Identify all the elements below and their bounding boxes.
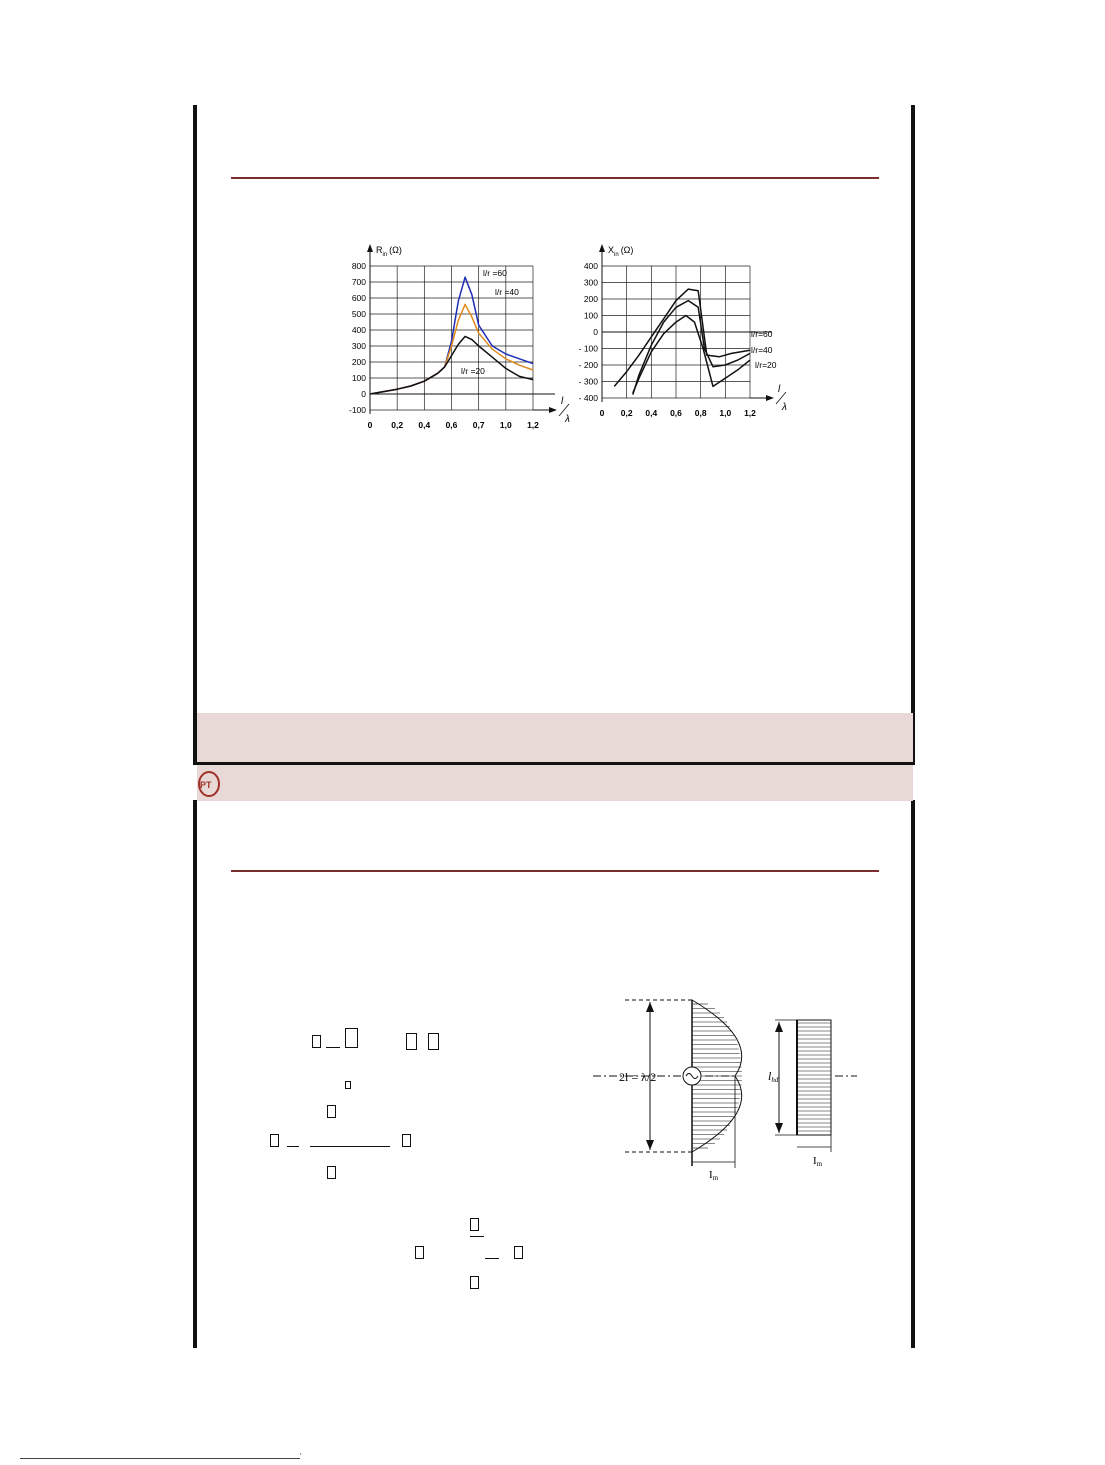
y-tick-label: 300 <box>583 277 598 288</box>
x-tick-label: 0 <box>599 408 605 418</box>
dipole-current-diagram <box>585 990 865 1190</box>
x-tick-label: 0,6 <box>670 408 682 418</box>
y-tick-label: 500 <box>351 309 366 319</box>
y-tick-label: 300 <box>351 341 366 351</box>
formula-glyph <box>327 1166 336 1179</box>
y-tick-label: 700 <box>351 277 366 287</box>
formula-glyph <box>345 1081 351 1089</box>
y-tick-label: 400 <box>583 261 598 271</box>
y-tick-label: 0 <box>361 389 366 399</box>
y-tick-label: 200 <box>583 294 598 304</box>
footnote-marker: ' <box>300 1452 302 1461</box>
x-tick-label: 0,7 <box>472 420 485 430</box>
section-rule-bottom <box>231 870 879 872</box>
y-tick-label: 800 <box>351 261 366 271</box>
series-label: l/r =60 <box>483 268 507 278</box>
series-label: l/r=60 <box>751 329 773 339</box>
left-border-top <box>193 105 197 765</box>
left-border-bottom <box>193 800 197 1348</box>
length-label: 2l = λ/2 <box>619 1070 657 1084</box>
formula-glyph <box>327 1105 336 1118</box>
formula-glyph <box>345 1028 358 1048</box>
chart-input-reactance <box>575 238 805 438</box>
formula-glyph <box>470 1218 479 1231</box>
y-tick-label: -100 <box>348 405 366 415</box>
y-axis-arrow <box>367 244 373 252</box>
formula-glyph <box>470 1276 479 1289</box>
y-axis-label: $R_{in}$ (Ω) <box>376 245 402 258</box>
logo-icon <box>197 768 221 798</box>
y-tick-label: - 200 <box>578 360 598 370</box>
chart-input-resistance <box>335 238 575 438</box>
y-tick-label: - 400 <box>578 393 598 403</box>
x-axis-label-num: l <box>778 384 781 395</box>
x-axis-arrow <box>549 407 557 413</box>
series-label: l/r =20 <box>461 366 485 376</box>
right-border-top <box>911 105 915 765</box>
x-axis-label-den: λ <box>782 402 787 413</box>
series-line-2 <box>633 301 750 395</box>
slide-header-band <box>197 765 913 801</box>
series-label: l/r=20 <box>755 360 777 370</box>
x-tick-label: 0,6 <box>445 420 458 430</box>
series-label: l/r =40 <box>495 287 519 297</box>
x-tick-label: 0,4 <box>418 420 431 430</box>
formula-glyph <box>406 1033 417 1050</box>
formula-glyph <box>428 1033 439 1050</box>
y-axis-arrow <box>599 244 605 252</box>
formula-glyph <box>415 1246 424 1259</box>
y-tick-label: 200 <box>351 357 366 367</box>
x-tick-label: 1,0 <box>719 408 732 418</box>
series-label: l/r=40 <box>751 345 773 355</box>
effective-length-label: lhd <box>768 1069 779 1084</box>
section-rule-top <box>231 177 879 179</box>
x-tick-label: 1,2 <box>527 420 539 430</box>
x-tick-label: 1,2 <box>744 408 756 418</box>
y-tick-label: 100 <box>583 310 598 321</box>
y-tick-label: 0 <box>593 327 598 337</box>
formula-glyph <box>514 1246 523 1259</box>
slide-footer-band <box>197 713 913 763</box>
right-border-bottom <box>911 800 915 1348</box>
y-tick-label: 600 <box>351 293 366 303</box>
y-tick-label: - 100 <box>578 343 598 354</box>
x-tick-label: 0 <box>367 420 373 430</box>
im-label-left: Im <box>709 1169 719 1182</box>
x-tick-label: 0,2 <box>620 408 633 418</box>
formula-glyph <box>402 1134 411 1147</box>
footnote-rule <box>20 1458 300 1459</box>
x-axis-label-den: λ <box>565 414 570 425</box>
y-tick-label: - 300 <box>578 376 598 387</box>
y-tick-label: 100 <box>351 373 366 383</box>
y-axis-label: $X_{in}$ (Ω) <box>608 245 634 258</box>
x-tick-label: 0,4 <box>645 408 658 418</box>
x-tick-label: 0,2 <box>391 420 404 430</box>
x-tick-label: 0,8 <box>694 408 707 418</box>
x-axis-label-num: l <box>561 396 564 407</box>
x-tick-label: 1,0 <box>499 420 512 430</box>
formula-glyph <box>270 1134 279 1147</box>
formula-glyph <box>312 1035 321 1048</box>
y-tick-label: 400 <box>351 325 366 335</box>
im-label-right: Im <box>813 1155 823 1168</box>
x-axis-arrow <box>766 395 774 401</box>
svg-text:PT: PT <box>200 780 212 790</box>
